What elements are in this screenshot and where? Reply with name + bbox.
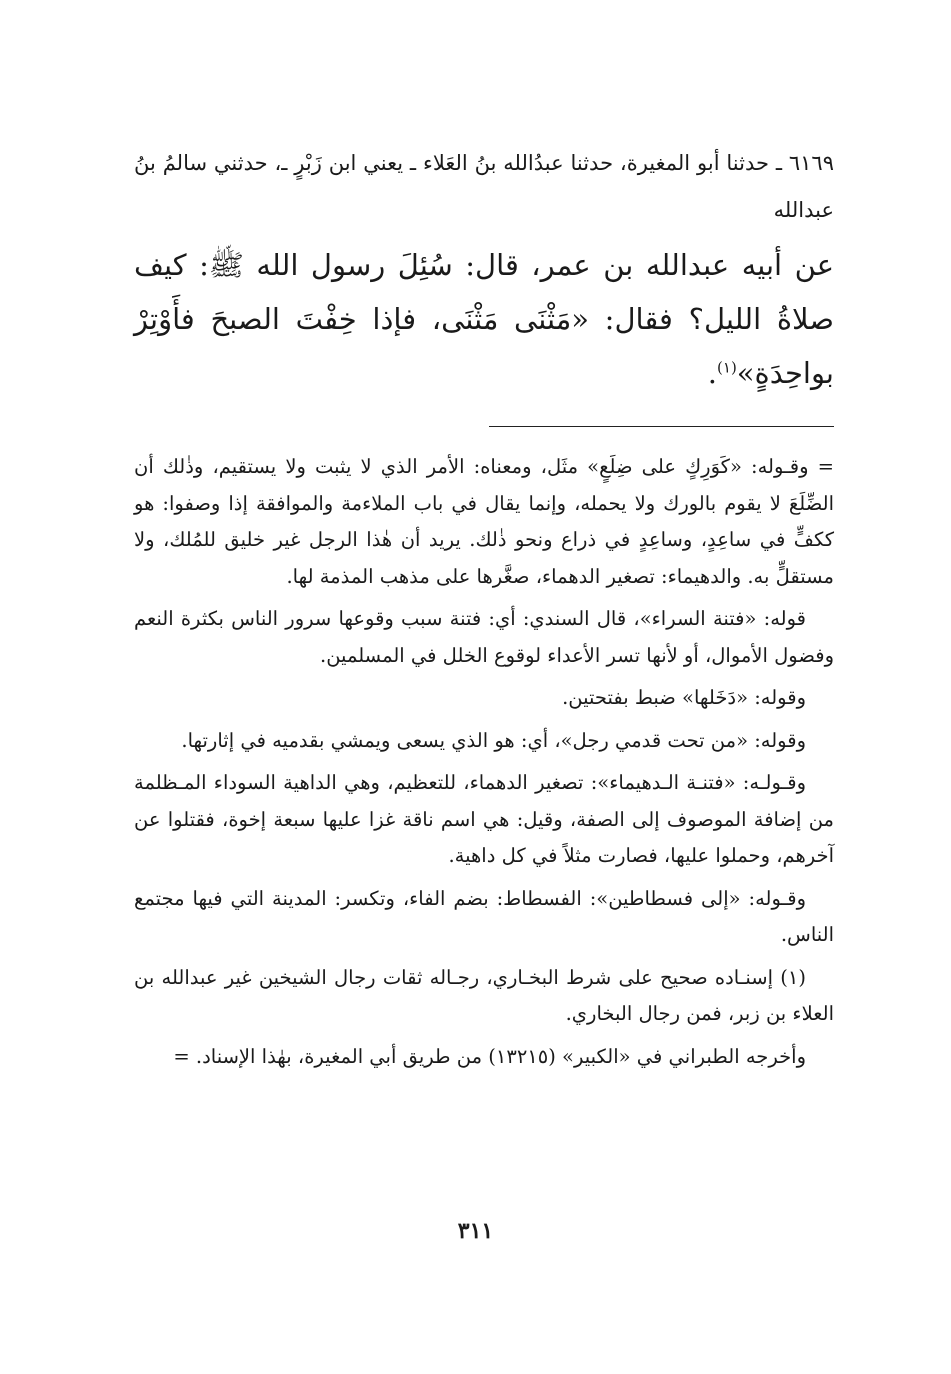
hadith-matn <box>134 238 834 400</box>
page-number: ٣١١ <box>457 1218 494 1244</box>
footnote-separator <box>489 426 834 427</box>
note-paragraph: وقوله: «دَخَلها» ضبط بفتحتين. <box>562 686 806 709</box>
footnotes <box>134 449 834 1075</box>
footnote-marker: (١) <box>717 358 737 377</box>
note-paragraph: وأخرجه الطبراني في «الكبير» (١٣٢١٥) من طريق أبي المغيرة، بهٰذا الإسناد. = <box>173 1044 806 1068</box>
note-paragraph: وقـوله: «إلى فسطاطين»: الفسطاط: بضم الفاء، وتكسر: المدينة التي فيها مجتمع الناس. <box>134 886 834 946</box>
note-paragraph: = وقـوله: «كَوَرِكٍ على ضِلَعٍ» مثَل، ومعناه: الأمر الذي لا يثبت ولا يستقيم، وذٰلك أن الضِّلَعَ لا يقوم بالورك ولا يحمله، وإنما يقال في باب الملاءمة والموافقة إذا وصفوا: هو ككفٍّ في ساعِدٍ، وساعِدٍ في ذراع ونحو ذٰلك. يريد أن هٰذا الرجل غير خليق للمُلك، ولا مستقلٍّ به. والدهيماء: تصغير الدهماء، صغَّرها على مذهب المذمة لها. <box>134 455 834 588</box>
hadith-isnad: ٦١٦٩ ـ حدثنا أبو المغيرة، حدثنا عبدُالله بنُ العَلاء ـ يعني ابن زَبْرٍ ـ، حدثني سالمُ بنُ عبدالله <box>134 151 834 222</box>
note-paragraph: وقوله: «من تحت قدمي رجل»، أي: هو الذي يسعى ويمشي بقدميه في إثارتها. <box>181 728 806 752</box>
hadith-matn-end: . <box>707 356 718 390</box>
page-body <box>134 140 834 1081</box>
note-paragraph: قوله: «فتنة السراء»، قال السندي: أي: فتنة سبب وقوعها سرور الناس بكثرة النعم وفضول الأموال، أو لأنها تسر الأعداء لوقوع الخلل في المسلمين. <box>134 607 834 667</box>
footnote-1: (١) إسنـاده صحيح على شرط البخـاري، رجـاله ثقات رجال الشيخين غير عبدالله بن العلاء بن زبر، فمن رجال البخاري. <box>134 965 834 1025</box>
note-paragraph: وقـولـه: «فتنـة الـدهيماء»: تصغير الدهماء، للتعظيم، وهي الداهية السوداء المـظلمة من إضافة الموصوف إلى الصفة، وقيل: هي اسم ناقة غزا عليها سبعة إخوة، فقتلوا عن آخرهم، وحملوا عليها، فصارت مثلاً في كل داهية. <box>134 771 834 867</box>
hadith-matn-text: عن أبيه عبدالله بن عمر، قال: سُئِلَ رسول الله ﷺ: كيف صلاةُ الليل؟ فقال: «مَثْنَى مَثْنَى، فإذا خِفْتَ الصبحَ فأَوْتِرْ بواحِدَةٍ» <box>134 248 834 390</box>
